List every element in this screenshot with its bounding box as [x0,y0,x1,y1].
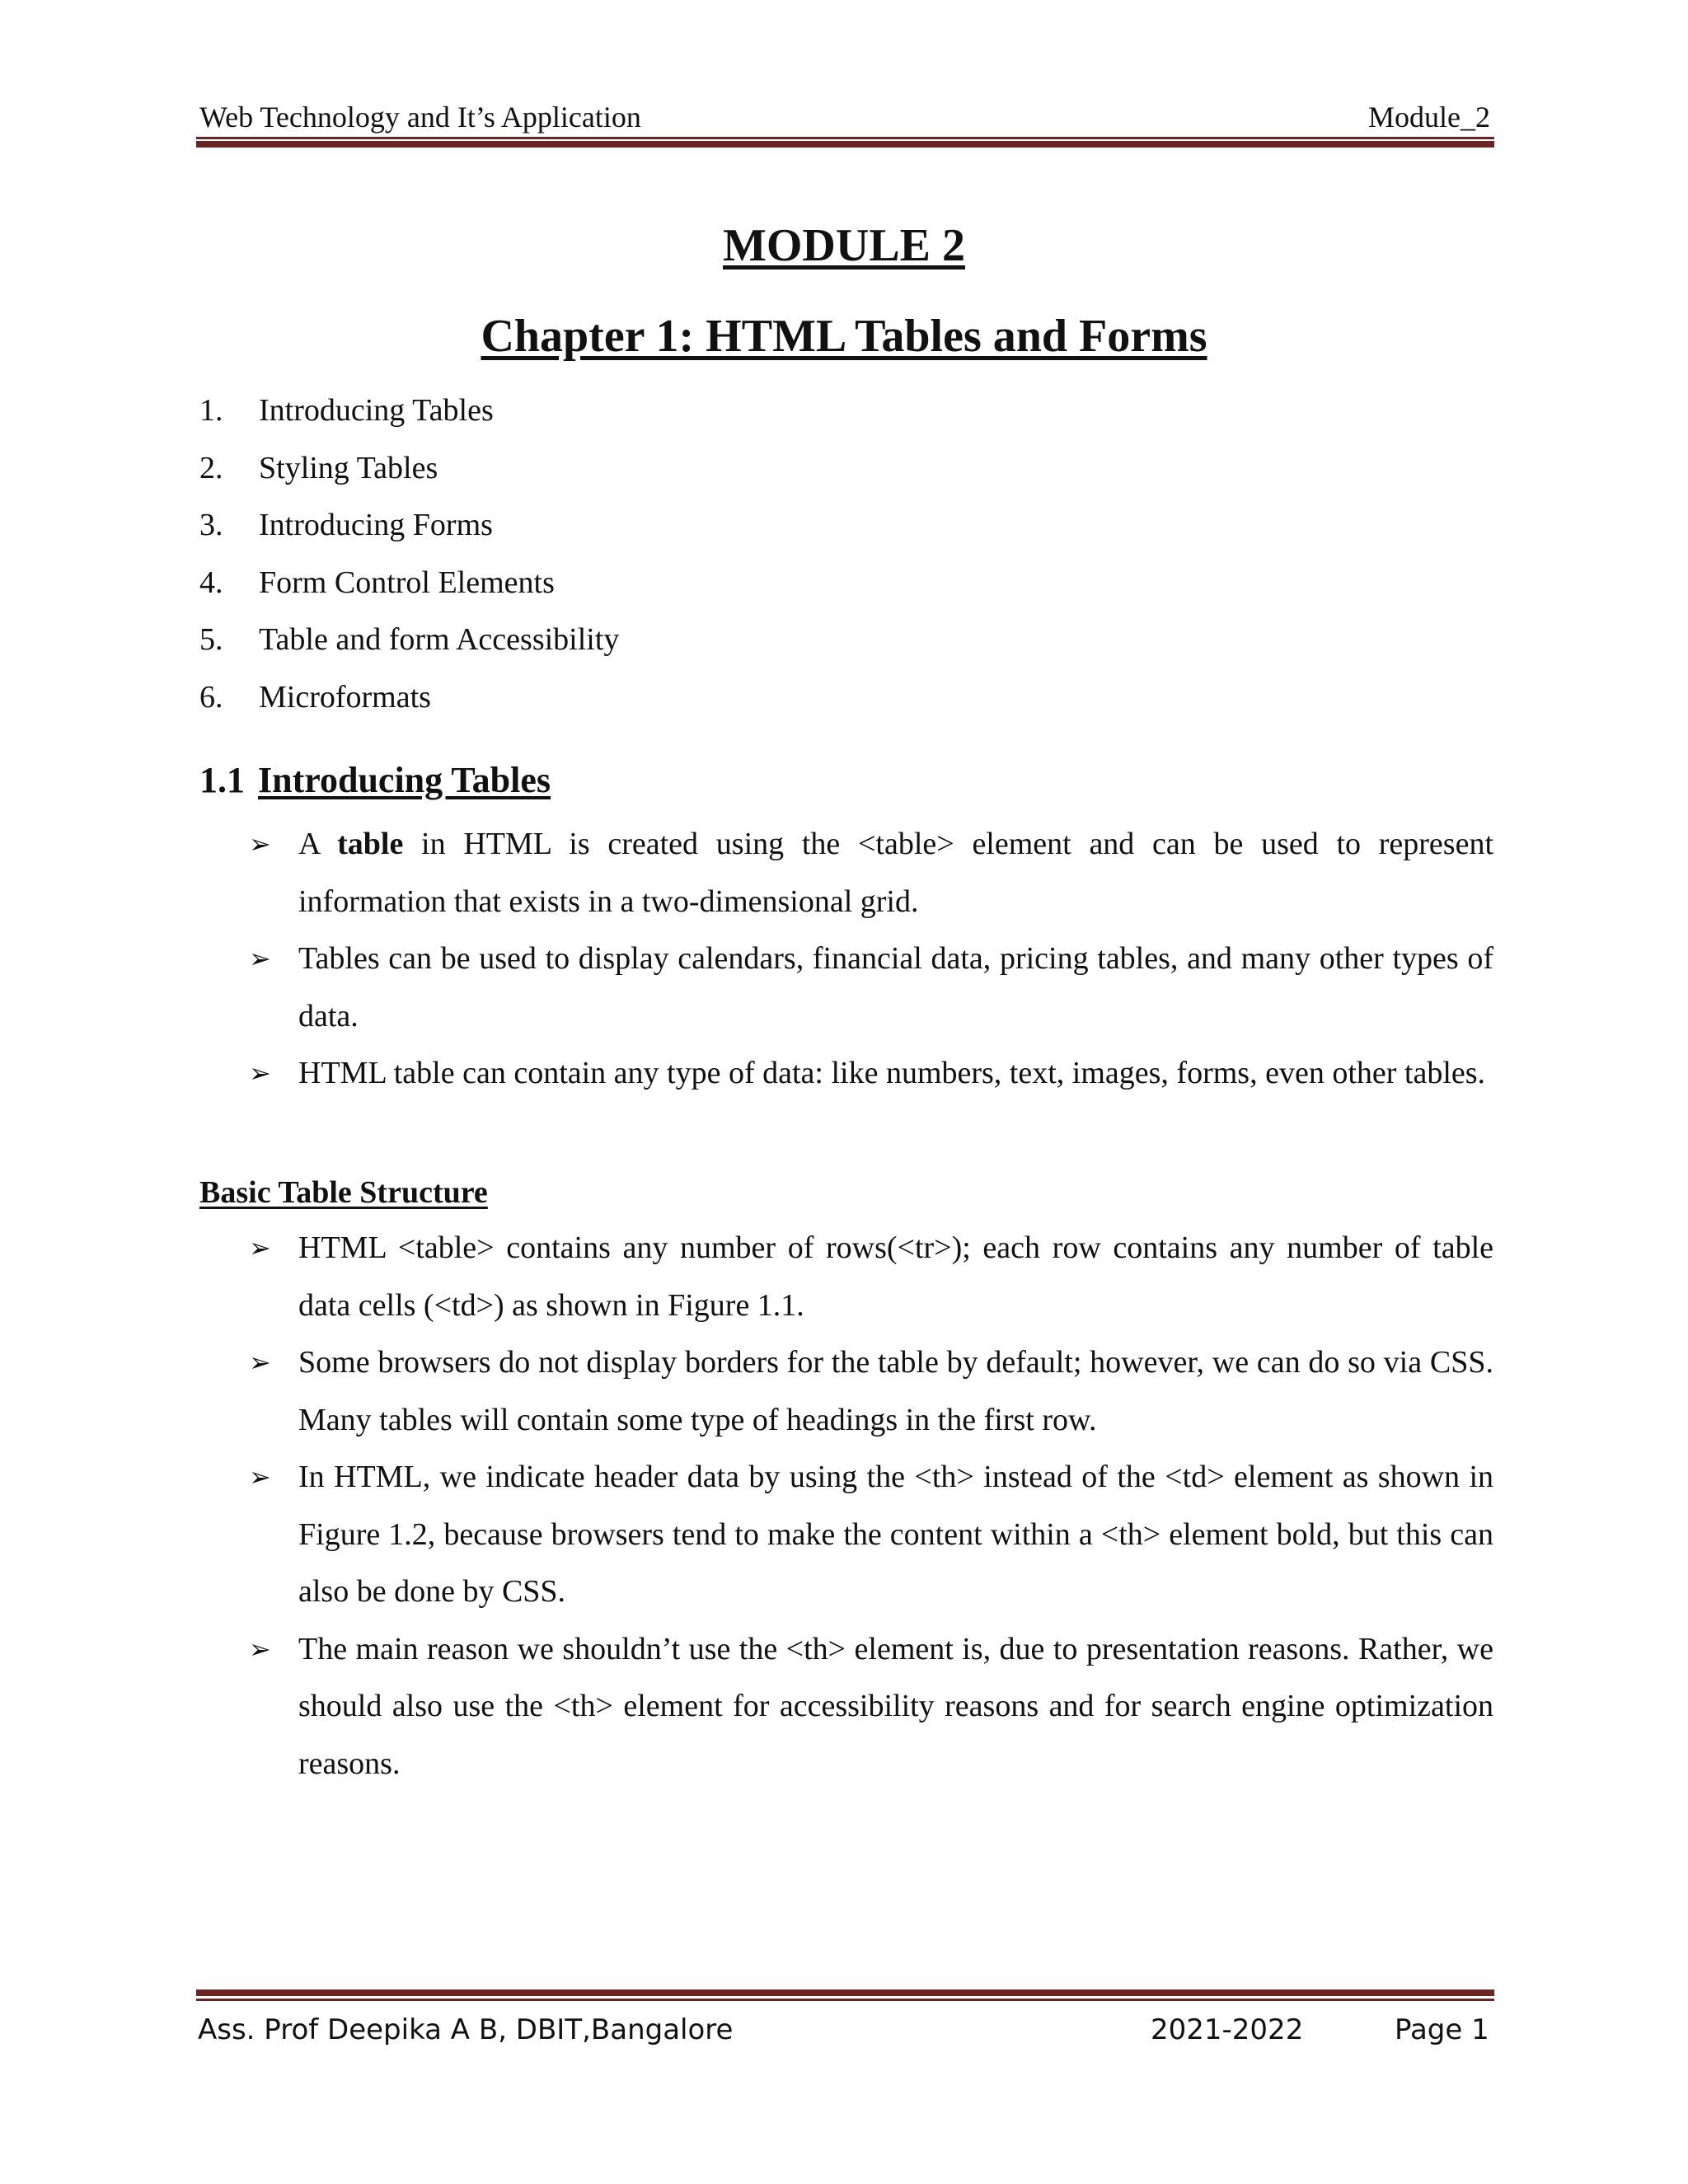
arrow-bullet-icon: ➢ [249,1633,271,1665]
topic-number: 2. [199,450,223,485]
arrow-bullet-icon: ➢ [249,943,271,974]
arrow-bullet-icon: ➢ [249,828,271,860]
topic-item [199,382,619,440]
bullet-text-pre: A [298,827,320,861]
topic-item [199,497,619,555]
module-title: MODULE 2 [723,220,965,271]
topic-number: 6. [199,679,223,715]
chapter-title: Chapter 1: HTML Tables and Forms [481,311,1207,362]
topic-text: Form Control Elements [259,565,555,600]
topic-number: 4. [199,565,223,600]
bullet-item [199,1334,1493,1449]
bullet-item [199,816,1493,930]
intro-bullet-list [199,816,1493,1103]
topic-item [199,612,619,669]
header-rule-thick [196,141,1494,148]
topic-text: Introducing Forms [259,508,493,542]
bullet-text: The main reason we shouldn’t use the <th> element is, due to presentation reasons. Rather, we should also use the <th> element for accessibility reasons and for search engine optimization reasons. [298,1631,1493,1781]
bullet-item [199,1449,1493,1621]
bullet-text: Some browsers do not display borders for the table by default; however, we can do so via CSS. Many tables will contain some type of headings in the first row. [298,1345,1493,1437]
header-rule-thin [196,137,1494,139]
topic-text: Table and form Accessibility [259,622,620,657]
topic-text: Styling Tables [259,450,438,485]
footer-author: Ass. Prof Deepika A B, DBIT,Bangalore [198,2013,734,2046]
topic-item [199,440,619,498]
bullet-text: HTML <table> contains any number of rows(<tr>); each row contains any number of table data cells (<td>) as shown in Figure 1.1. [298,1230,1493,1323]
bullet-text-post: in HTML is created using the <table> element and can be used to represent information that exists in a two-dimensional grid. [298,827,1494,919]
arrow-bullet-icon: ➢ [249,1461,271,1493]
section-title: Introducing Tables [258,760,551,800]
footer-year: 2021-2022 [1151,2013,1304,2046]
topic-number: 5. [199,622,223,657]
topic-number: 3. [199,508,223,542]
topic-text: Introducing Tables [259,393,494,428]
bullet-item [199,930,1493,1045]
arrow-bullet-icon: ➢ [249,1232,271,1263]
topic-item [199,669,619,727]
footer-page-number: Page 1 [1395,2013,1489,2046]
bullet-text: Tables can be used to display calendars, financial data, pricing tables, and many other types of data. [298,941,1493,1033]
bullet-item [199,1220,1493,1334]
bullet-bold-term: table [337,827,404,861]
arrow-bullet-icon: ➢ [249,1057,271,1089]
header-title: Web Technology and It’s Application [199,101,641,134]
topic-text: Microformats [259,679,431,715]
bullet-item [199,1045,1493,1103]
footer-rule-thick [196,1990,1494,1996]
topic-number: 1. [199,393,223,428]
subsection-heading: Basic Table Structure [199,1175,488,1210]
bullet-text: In HTML, we indicate header data by using the <th> instead of the <td> element as shown in Figure 1.2, because browsers tend to make the content within a <th> element bold, but this can also be done by CSS. [298,1460,1493,1609]
bullet-text: HTML table can contain any type of data: like numbers, text, images, forms, even other tables. [298,1056,1486,1090]
header-module: Module_2 [1368,101,1490,134]
footer-rule-thin [196,1999,1494,2001]
arrow-bullet-icon: ➢ [249,1347,271,1378]
topic-item [199,555,619,612]
bullet-item [199,1621,1493,1793]
topic-list [199,382,619,726]
section-number: 1.1 [199,760,245,800]
section-heading [199,757,551,804]
structure-bullet-list [199,1220,1493,1793]
